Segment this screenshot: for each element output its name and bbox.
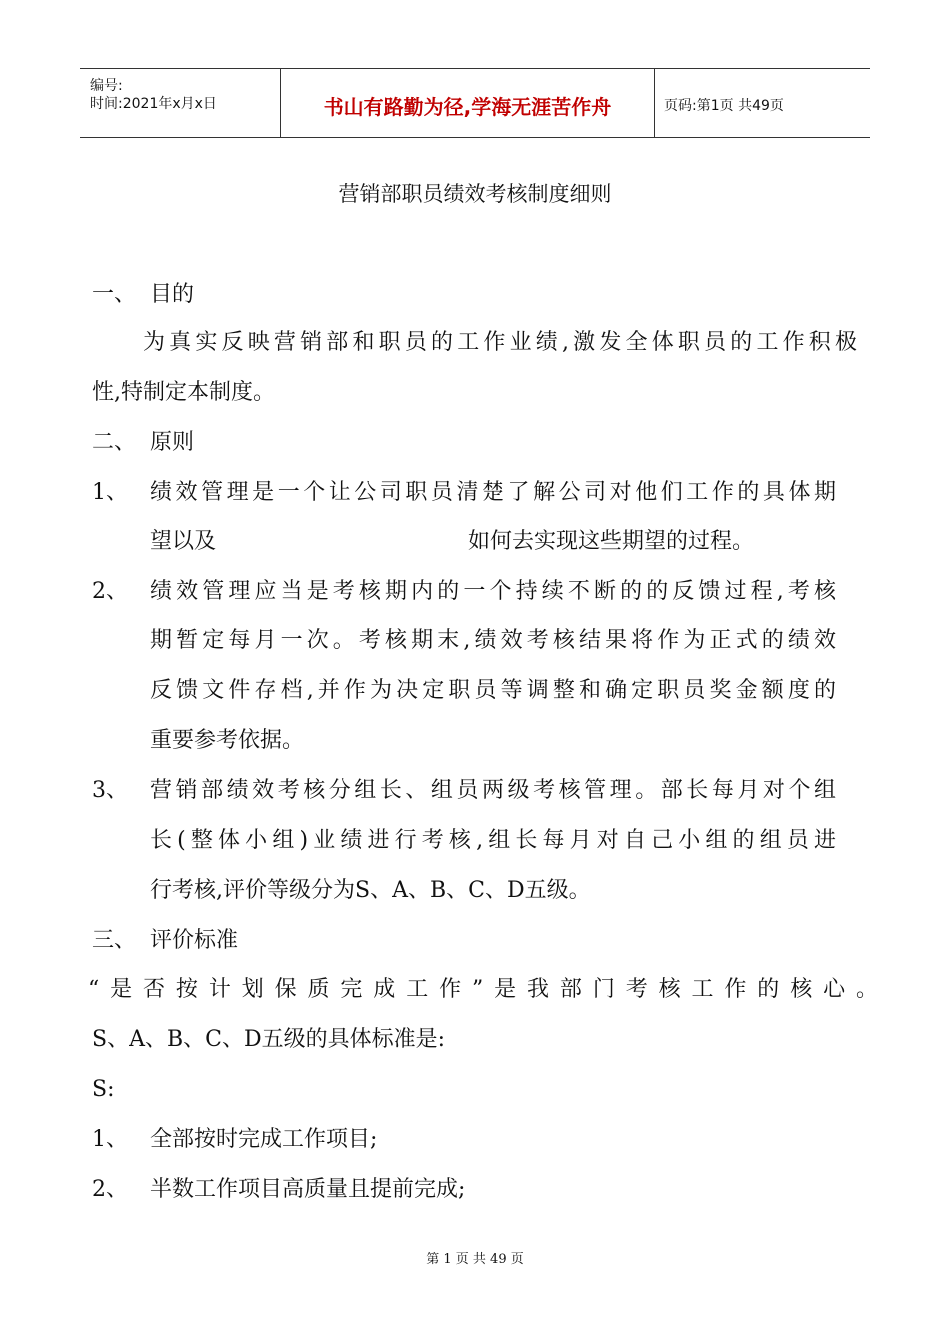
grade-s-item-2: 半数工作项目高质量且提前完成;: [150, 1177, 466, 1202]
principle-3-line-1: 营销部绩效考核分组长、组员两级考核管理。部长每月对个组: [150, 778, 836, 803]
principle-1-line-1: 绩效管理是一个让公司职员清楚了解公司对他们工作的具体期: [150, 480, 836, 505]
principle-2-line-1: 绩效管理应当是考核期内的一个持续不断的的反馈过程,考核: [150, 579, 836, 604]
header-page-number: 页码:第1页 共49页: [664, 98, 784, 114]
principle-3-line-3: 行考核,评价等级分为S、A、B、C、D五级。: [150, 878, 591, 903]
principle-2-line-3: 反馈文件存档,并作为决定职员等调整和确定职员奖金额度的: [150, 678, 836, 703]
section-1-paragraph-line-1: 为真实反映营销部和职员的工作业绩,激发全体职员的工作积极: [143, 330, 857, 355]
grade-s-item-2-number: 2、: [92, 1177, 128, 1202]
section-3-heading: 评价标准: [150, 928, 239, 953]
section-2-number: 二、: [92, 430, 137, 455]
header-motto: 书山有路勤为径,学海无涯苦作舟: [323, 95, 612, 119]
grade-s-item-1-number: 1、: [92, 1127, 128, 1152]
document-header: [80, 68, 870, 138]
principle-1-number: 1、: [92, 480, 128, 505]
section-1-number: 一、: [92, 282, 137, 307]
section-3-grades-intro: S、A、B、C、D五级的具体标准是:: [92, 1027, 446, 1052]
grade-s-item-1: 全部按时完成工作项目;: [150, 1127, 378, 1152]
document-number-label: 编号:: [90, 78, 123, 94]
principle-2-number: 2、: [92, 579, 128, 604]
principle-1-line-2a: 望以及: [150, 529, 217, 554]
section-3-core-statement: “是否按计划保质完成工作”是我部门考核工作的核心。: [88, 977, 878, 1002]
header-info-cell: [80, 69, 280, 137]
header-motto-cell: [280, 69, 655, 137]
principle-3-number: 3、: [92, 778, 128, 803]
document-title: 营销部职员绩效考核制度细则: [338, 182, 612, 206]
document-date-label: 时间:2021年x月x日: [90, 96, 217, 112]
principle-2-line-2: 期暂定每月一次。考核期末,绩效考核结果将作为正式的绩效: [150, 628, 836, 653]
section-3-number: 三、: [92, 928, 137, 953]
principle-3-line-2: 长(整体小组)业绩进行考核,组长每月对自己小组的组员进: [150, 828, 836, 853]
section-1-heading: 目的: [150, 282, 195, 307]
grade-s-label: S:: [92, 1077, 115, 1102]
header-page-cell: [654, 69, 870, 137]
section-2-heading: 原则: [150, 430, 195, 455]
principle-2-line-4: 重要参考依据。: [150, 728, 305, 753]
page-footer: 第 1 页 共 49 页: [426, 1252, 524, 1267]
principle-1-line-2b: 如何去实现这些期望的过程。: [468, 529, 755, 554]
section-1-paragraph-line-2: 性,特制定本制度。: [92, 380, 275, 405]
